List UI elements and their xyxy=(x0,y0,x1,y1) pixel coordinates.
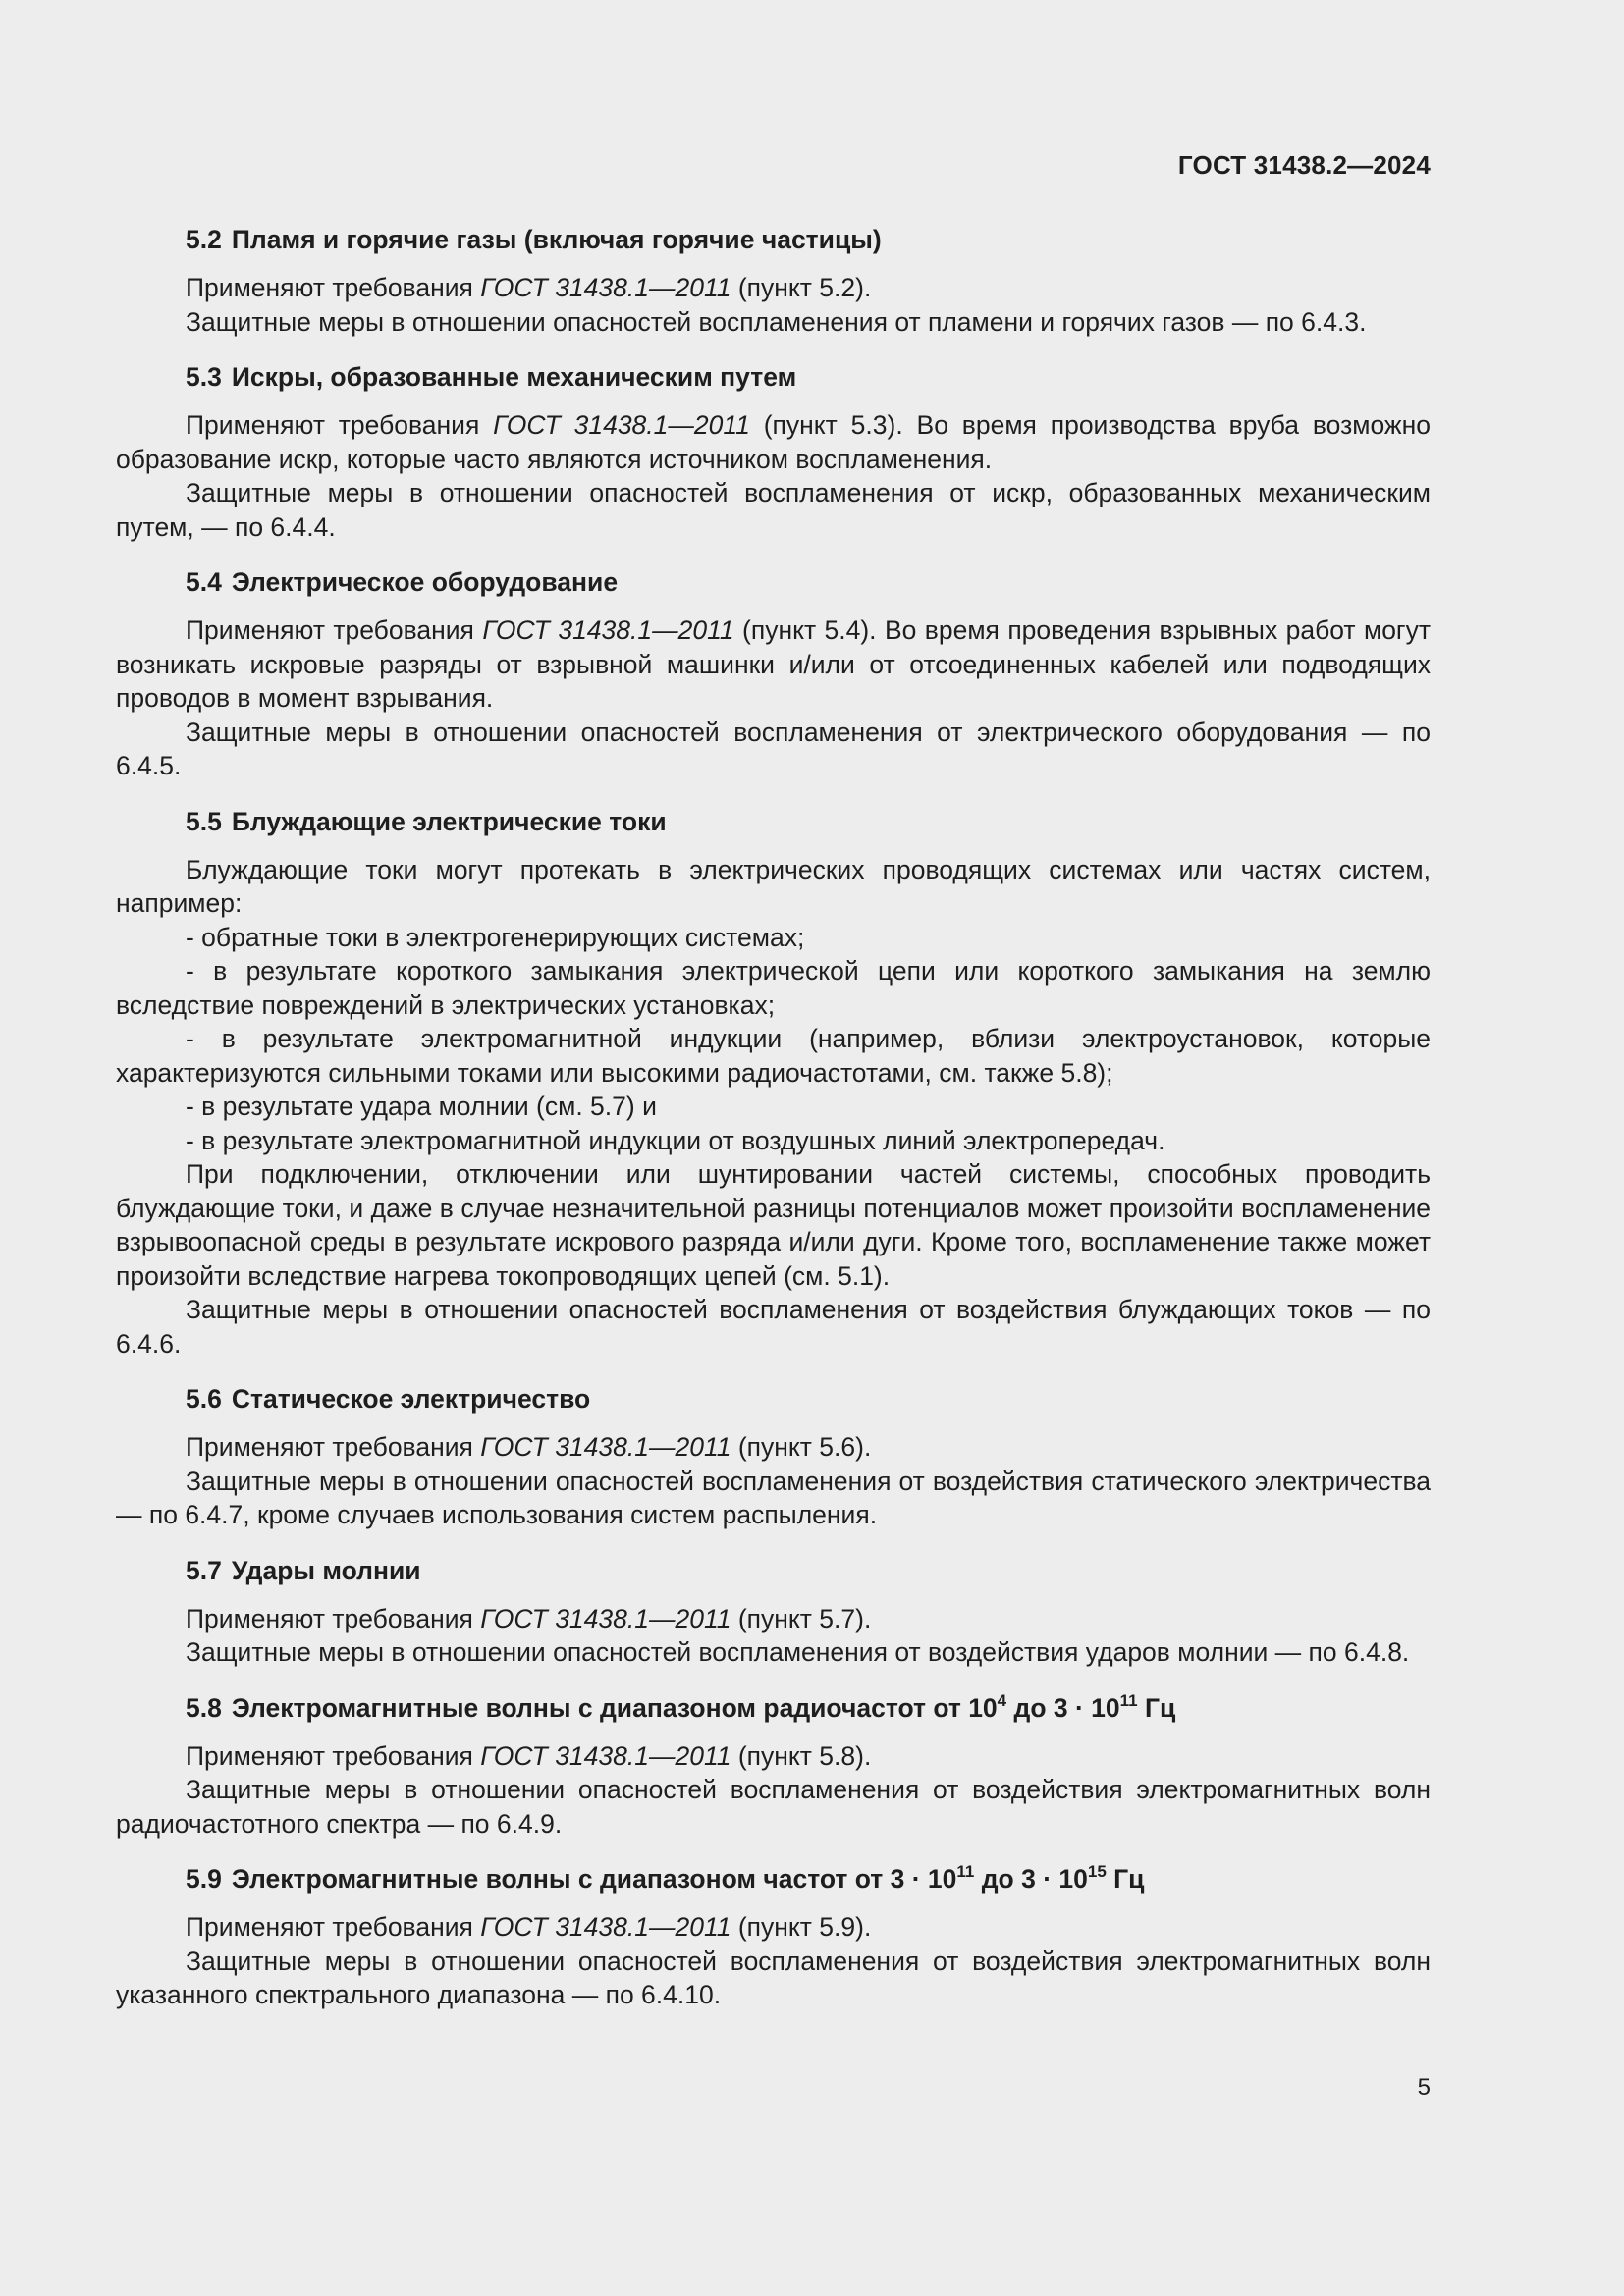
text: Применяют требования xyxy=(186,1603,481,1633)
paragraph xyxy=(116,614,1431,716)
text: Применяют требования xyxy=(186,1740,481,1771)
section-heading xyxy=(116,1552,1431,1589)
section-heading xyxy=(116,563,1431,601)
document-code: ГОСТ 31438.2—2024 xyxy=(1177,150,1431,180)
standard-reference: ГОСТ 31438.1—2011 xyxy=(482,615,734,645)
text: (пункт 5.8). xyxy=(731,1740,872,1771)
paragraph xyxy=(116,1910,1431,1945)
text: Применяют требования xyxy=(186,615,483,645)
exponent: 11 xyxy=(956,1862,975,1881)
title-text: до 3 · 10 xyxy=(1006,1692,1120,1723)
section-number: 5.8 xyxy=(186,1692,222,1723)
paragraph xyxy=(116,271,1431,305)
section-number: 5.9 xyxy=(186,1864,222,1894)
standard-reference: ГОСТ 31438.1—2011 xyxy=(480,1912,731,1942)
section-5-8 xyxy=(116,1689,1431,1842)
paragraph: Защитные меры в отношении опасностей воспламенения от воздействия электромагнитных волн указанного спектрального диапазона — по 6.4.10. xyxy=(116,1946,1431,2009)
list-item: - обратные токи в электрогенерирующих системах; xyxy=(186,922,805,952)
text: (пункт 5.7). xyxy=(731,1603,872,1633)
paragraph: Защитные меры в отношении опасностей воспламенения от пламени и горячих газов — по 6.4.3. xyxy=(186,306,1367,337)
paragraph xyxy=(116,408,1431,476)
section-number: 5.2 xyxy=(186,225,222,254)
section-number: 5.3 xyxy=(186,362,222,392)
title-text: Электромагнитные волны с диапазоном частот от 3 · 10 xyxy=(231,1864,957,1894)
text: (пункт 5.6). xyxy=(731,1432,872,1462)
section-title: Искры, образованные механическим путем xyxy=(231,362,797,392)
text: Применяют требования xyxy=(186,1912,481,1942)
standard-reference: ГОСТ 31438.1—2011 xyxy=(480,1432,731,1462)
paragraph: Защитные меры в отношении опасностей воспламенения от искр, образованных механическим путем, — по 6.4.4. xyxy=(116,478,1431,542)
section-number: 5.5 xyxy=(186,806,222,836)
title-text: Гц xyxy=(1106,1864,1145,1894)
page-number: 5 xyxy=(1417,2074,1431,2101)
section-number: 5.7 xyxy=(186,1555,222,1585)
section-heading xyxy=(116,1689,1431,1727)
paragraph xyxy=(116,1430,1431,1465)
standard-reference: ГОСТ 31438.1—2011 xyxy=(480,273,731,302)
paragraph xyxy=(116,1602,1431,1636)
section-5-9 xyxy=(116,1860,1431,2012)
paragraph xyxy=(116,1739,1431,1774)
text: (пункт 5.2). xyxy=(731,273,872,302)
text: Применяют требования xyxy=(186,1432,481,1462)
section-5-7 xyxy=(116,1552,1431,1670)
standard-reference: ГОСТ 31438.1—2011 xyxy=(480,1603,731,1633)
section-heading xyxy=(116,221,1431,258)
section-heading xyxy=(116,1860,1431,1897)
list-item: - в результате удара молнии (см. 5.7) и xyxy=(186,1092,657,1121)
list-item: - в результате короткого замыкания электрической цепи или короткого замыкания на землю вследствие повреждений в электрических установках; xyxy=(116,956,1431,1020)
exponent: 15 xyxy=(1087,1862,1107,1881)
paragraph: Защитные меры в отношении опасностей воспламенения от электрического оборудования — по 6.4.5. xyxy=(116,717,1431,780)
list-item: - в результате электромагнитной индукции (например, вблизи электроустановок, которые характеризуются сильными токами или высокими радиочастотами, см. также 5.8); xyxy=(116,1024,1431,1088)
section-title: Удары молнии xyxy=(231,1555,421,1585)
section-title: Пламя и горячие газы (включая горячие частицы) xyxy=(231,225,882,254)
text: Применяют требования xyxy=(186,273,481,302)
standard-reference: ГОСТ 31438.1—2011 xyxy=(480,1740,731,1771)
standard-reference: ГОСТ 31438.1—2011 xyxy=(493,410,750,440)
text: (пункт 5.3). Во время производства вруба возможно образование искр, которые часто являются источником воспламенения. xyxy=(116,410,1431,474)
section-heading xyxy=(116,1380,1431,1417)
paragraph: Защитные меры в отношении опасностей воспламенения от воздействия статического электричества — по 6.4.7, кроме случаев использования систем распыления. xyxy=(116,1466,1431,1529)
section-title xyxy=(232,1864,1145,1894)
text: (пункт 5.4). Во время проведения взрывных работ могут возникать искровые разряды от взрывной машинки и/или от отсоединенных кабелей или подводящих проводов в момент взрывания. xyxy=(116,615,1431,713)
paragraph: Защитные меры в отношении опасностей воспламенения от воздействия ударов молнии — по 6.4.8. xyxy=(186,1637,1410,1667)
paragraph: Блуждающие токи могут протекать в электрических проводящих системах или частях систем, например: xyxy=(116,854,1431,918)
section-number: 5.6 xyxy=(186,1384,222,1414)
section-5-6 xyxy=(116,1380,1431,1532)
section-title: Блуждающие электрические токи xyxy=(231,806,667,836)
exponent: 11 xyxy=(1119,1690,1138,1710)
paragraph: Защитные меры в отношении опасностей воспламенения от воздействия электромагнитных волн радиочастотного спектра — по 6.4.9. xyxy=(116,1775,1431,1839)
text: Применяют требования xyxy=(186,410,494,440)
section-heading xyxy=(116,358,1431,396)
section-title: Статическое электричество xyxy=(231,1384,591,1414)
section-5-4 xyxy=(116,563,1431,783)
section-number: 5.4 xyxy=(186,567,222,597)
section-5-5 xyxy=(116,803,1431,1362)
title-text: до 3 · 10 xyxy=(974,1864,1088,1894)
section-5-2 xyxy=(116,221,1431,339)
section-title xyxy=(231,1690,1176,1723)
section-heading xyxy=(116,803,1431,840)
exponent: 4 xyxy=(997,1690,1007,1710)
paragraph: При подключении, отключении или шунтировании частей системы, способных проводить блуждающие токи, и даже в случае незначительной разницы потенциалов может произойти воспламенение взрывоопасной среды в результате искрового разряда и/или дуги. Кроме того, воспламенение также может произойти вследствие нагрева токопроводящих цепей (см. 5.1). xyxy=(116,1159,1431,1291)
title-text: Электромагнитные волны с диапазоном радиочастот от 10 xyxy=(231,1692,998,1723)
text: (пункт 5.9). xyxy=(731,1912,872,1942)
section-title: Электрическое оборудование xyxy=(231,567,619,597)
title-text: Гц xyxy=(1137,1692,1176,1723)
paragraph: Защитные меры в отношении опасностей воспламенения от воздействия блуждающих токов — по 6.4.6. xyxy=(116,1295,1431,1359)
section-5-3 xyxy=(116,358,1431,544)
page-body xyxy=(116,221,1431,2012)
list-item: - в результате электромагнитной индукции от воздушных линий электропередач. xyxy=(186,1125,1165,1155)
